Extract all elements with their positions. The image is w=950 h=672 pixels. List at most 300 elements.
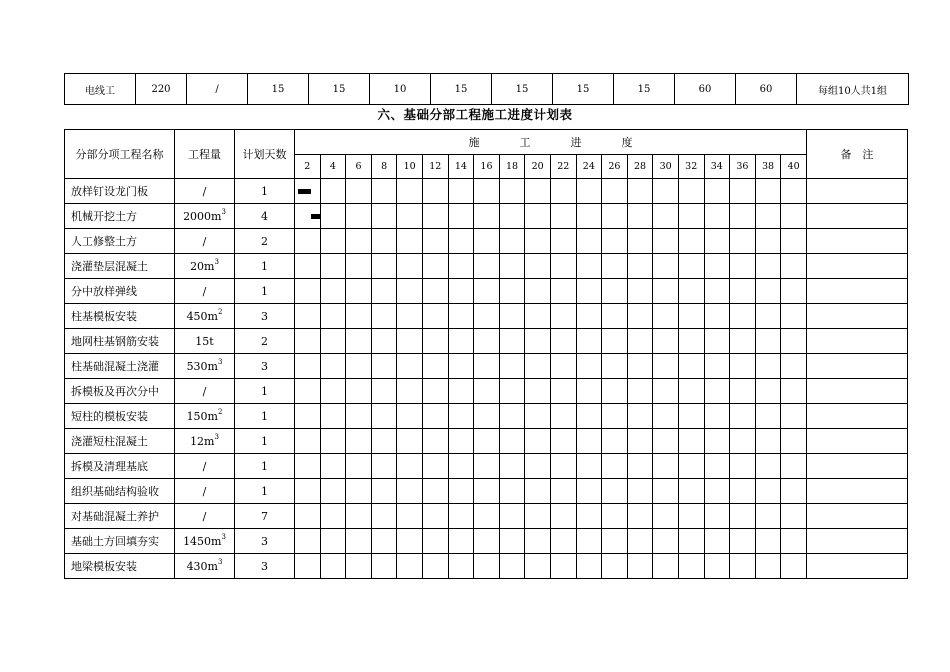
- schedule-cell: [295, 354, 321, 379]
- schedule-cell: [653, 279, 679, 304]
- schedule-cell: [295, 179, 321, 204]
- task-days: 1: [235, 379, 295, 404]
- task-quantity: [175, 404, 235, 429]
- task-days: 1: [235, 254, 295, 279]
- schedule-cell: [576, 279, 602, 304]
- schedule-cell: [346, 204, 372, 229]
- schedule-cell: [397, 454, 423, 479]
- schedule-cell: [474, 329, 500, 354]
- task-name: 浇灌垫层混凝土: [65, 254, 175, 279]
- schedule-cell: [295, 554, 321, 579]
- task-name: 柱基础混凝土浇灌: [65, 354, 175, 379]
- schedule-cell: [499, 329, 525, 354]
- task-name: 拆模板及再次分中: [65, 379, 175, 404]
- schedule-cell: [474, 504, 500, 529]
- schedule-cell: [371, 454, 397, 479]
- schedule-cell: [627, 379, 653, 404]
- day-tick-label: 8: [371, 155, 397, 179]
- schedule-cell: [755, 204, 781, 229]
- schedule-cell: [499, 279, 525, 304]
- schedule-cell: [448, 204, 474, 229]
- task-quantity: [175, 554, 235, 579]
- task-quantity-value: 15t: [195, 334, 214, 348]
- top-cell: 220: [136, 74, 187, 105]
- schedule-cell: [653, 429, 679, 454]
- schedule-cell: [678, 404, 704, 429]
- task-quantity-unit-exponent: 2: [218, 407, 223, 416]
- schedule-table: [64, 129, 908, 579]
- schedule-cell: [602, 254, 628, 279]
- task-quantity-value: /: [202, 284, 207, 298]
- schedule-cell: [499, 304, 525, 329]
- schedule-cell: [704, 429, 730, 454]
- schedule-cell: [422, 554, 448, 579]
- schedule-cell: [499, 204, 525, 229]
- task-name: 机械开挖土方: [65, 204, 175, 229]
- schedule-cell: [755, 529, 781, 554]
- schedule-cell: [346, 179, 372, 204]
- schedule-cell: [397, 304, 423, 329]
- schedule-cell: [448, 254, 474, 279]
- schedule-cell: [627, 479, 653, 504]
- days-column-header: 计划天数: [235, 130, 295, 179]
- schedule-cell: [602, 329, 628, 354]
- schedule-cell: [704, 329, 730, 354]
- schedule-cell: [602, 429, 628, 454]
- task-days: 2: [235, 329, 295, 354]
- schedule-cell: [448, 504, 474, 529]
- schedule-cell: [525, 229, 551, 254]
- schedule-cell: [525, 454, 551, 479]
- schedule-cell: [627, 529, 653, 554]
- gantt-bar: [311, 214, 320, 219]
- remarks-cell: [806, 254, 907, 279]
- schedule-cell: [295, 504, 321, 529]
- gantt-bar: [298, 189, 311, 194]
- schedule-cell: [448, 279, 474, 304]
- schedule-cell: [397, 229, 423, 254]
- schedule-cell: [474, 429, 500, 454]
- schedule-cell: [397, 354, 423, 379]
- schedule-cell: [474, 254, 500, 279]
- schedule-cell: [448, 429, 474, 454]
- schedule-cell: [320, 354, 346, 379]
- top-cell: 电线工: [65, 74, 136, 105]
- task-days: 1: [235, 429, 295, 454]
- task-row: [65, 179, 908, 204]
- task-quantity-value: 20m: [190, 259, 215, 273]
- schedule-cell: [422, 204, 448, 229]
- schedule-cell: [295, 404, 321, 429]
- task-quantity: [175, 379, 235, 404]
- schedule-cell: [678, 229, 704, 254]
- remarks-cell: [806, 554, 907, 579]
- schedule-cell: [576, 329, 602, 354]
- schedule-cell: [397, 254, 423, 279]
- schedule-cell: [755, 504, 781, 529]
- schedule-cell: [704, 454, 730, 479]
- task-row: [65, 304, 908, 329]
- task-days: 1: [235, 454, 295, 479]
- schedule-cell: [474, 554, 500, 579]
- schedule-cell: [653, 454, 679, 479]
- schedule-cell: [371, 204, 397, 229]
- top-cell: 60: [675, 74, 736, 105]
- schedule-cell: [781, 354, 807, 379]
- day-tick-label: 20: [525, 155, 551, 179]
- schedule-cell: [499, 479, 525, 504]
- schedule-cell: [371, 179, 397, 204]
- schedule-cell: [602, 304, 628, 329]
- task-quantity-unit-exponent: 3: [218, 357, 223, 366]
- schedule-cell: [755, 279, 781, 304]
- schedule-cell: [346, 354, 372, 379]
- schedule-cell: [627, 504, 653, 529]
- day-tick-label: 2: [295, 155, 321, 179]
- schedule-cell: [474, 454, 500, 479]
- schedule-cell: [525, 379, 551, 404]
- schedule-cell: [781, 204, 807, 229]
- schedule-cell: [550, 479, 576, 504]
- schedule-cell: [371, 304, 397, 329]
- schedule-cell: [295, 329, 321, 354]
- schedule-cell: [704, 354, 730, 379]
- schedule-cell: [653, 229, 679, 254]
- schedule-cell: [397, 504, 423, 529]
- schedule-cell: [346, 404, 372, 429]
- schedule-cell: [653, 479, 679, 504]
- task-name: 基础土方回填夯实: [65, 529, 175, 554]
- top-resource-row: [65, 74, 909, 105]
- schedule-cell: [346, 479, 372, 504]
- schedule-cell: [678, 479, 704, 504]
- schedule-cell: [525, 179, 551, 204]
- schedule-cell: [730, 554, 756, 579]
- schedule-cell: [550, 379, 576, 404]
- day-tick-label: 32: [678, 155, 704, 179]
- schedule-cell: [704, 404, 730, 429]
- schedule-cell: [371, 429, 397, 454]
- schedule-cell: [704, 279, 730, 304]
- schedule-cell: [525, 329, 551, 354]
- task-row: [65, 554, 908, 579]
- schedule-cell: [295, 204, 321, 229]
- remarks-cell: [806, 179, 907, 204]
- task-name: 组织基础结构验收: [65, 479, 175, 504]
- schedule-cell: [397, 529, 423, 554]
- task-name: 人工修整土方: [65, 229, 175, 254]
- top-cell: 15: [492, 74, 553, 105]
- schedule-cell: [474, 479, 500, 504]
- schedule-cell: [576, 229, 602, 254]
- schedule-cell: [550, 554, 576, 579]
- schedule-cell: [602, 379, 628, 404]
- remarks-cell: [806, 379, 907, 404]
- schedule-cell: [704, 204, 730, 229]
- schedule-cell: [576, 354, 602, 379]
- schedule-cell: [474, 529, 500, 554]
- schedule-cell: [397, 404, 423, 429]
- schedule-cell: [525, 354, 551, 379]
- schedule-cell: [499, 179, 525, 204]
- top-cell: 10: [370, 74, 431, 105]
- schedule-cell: [704, 379, 730, 404]
- schedule-cell: [550, 254, 576, 279]
- schedule-cell: [474, 404, 500, 429]
- schedule-cell: [781, 329, 807, 354]
- day-tick-label: 36: [730, 155, 756, 179]
- schedule-cell: [422, 329, 448, 354]
- schedule-cell: [422, 179, 448, 204]
- task-quantity-unit-exponent: 3: [218, 557, 223, 566]
- task-quantity: [175, 304, 235, 329]
- task-quantity-unit-exponent: 3: [221, 532, 226, 541]
- schedule-cell: [346, 429, 372, 454]
- task-quantity: [175, 179, 235, 204]
- schedule-cell: [730, 179, 756, 204]
- schedule-cell: [755, 454, 781, 479]
- schedule-cell: [474, 204, 500, 229]
- name-column-header: 分部分项工程名称: [65, 130, 175, 179]
- schedule-cell: [422, 404, 448, 429]
- schedule-cell: [678, 454, 704, 479]
- task-days: 1: [235, 279, 295, 304]
- schedule-cell: [602, 179, 628, 204]
- task-row: [65, 354, 908, 379]
- schedule-cell: [653, 304, 679, 329]
- schedule-cell: [602, 354, 628, 379]
- schedule-cell: [346, 254, 372, 279]
- schedule-cell: [295, 429, 321, 454]
- task-quantity: [175, 529, 235, 554]
- task-row: [65, 329, 908, 354]
- task-name: 短柱的模板安装: [65, 404, 175, 429]
- schedule-cell: [678, 554, 704, 579]
- schedule-cell: [371, 254, 397, 279]
- schedule-cell: [499, 379, 525, 404]
- schedule-cell: [755, 254, 781, 279]
- task-name: 地梁模板安装: [65, 554, 175, 579]
- task-days: 3: [235, 529, 295, 554]
- schedule-cell: [704, 229, 730, 254]
- schedule-cell: [295, 229, 321, 254]
- schedule-cell: [755, 304, 781, 329]
- schedule-cell: [474, 229, 500, 254]
- schedule-cell: [781, 229, 807, 254]
- schedule-cell: [602, 479, 628, 504]
- schedule-cell: [781, 304, 807, 329]
- schedule-cell: [653, 354, 679, 379]
- schedule-cell: [474, 354, 500, 379]
- schedule-cell: [730, 254, 756, 279]
- schedule-cell: [730, 479, 756, 504]
- schedule-cell: [499, 229, 525, 254]
- schedule-cell: [576, 429, 602, 454]
- schedule-cell: [678, 354, 704, 379]
- task-days: 3: [235, 304, 295, 329]
- top-resource-table: [64, 73, 909, 105]
- schedule-cell: [550, 454, 576, 479]
- schedule-cell: [755, 329, 781, 354]
- schedule-cell: [653, 254, 679, 279]
- schedule-cell: [422, 354, 448, 379]
- schedule-cell: [397, 429, 423, 454]
- day-tick-label: 26: [602, 155, 628, 179]
- schedule-cell: [550, 354, 576, 379]
- schedule-cell: [678, 204, 704, 229]
- schedule-cell: [397, 329, 423, 354]
- task-name: 放样钉设龙门板: [65, 179, 175, 204]
- task-quantity-value: 430m: [186, 559, 218, 573]
- schedule-cell: [678, 329, 704, 354]
- schedule-cell: [371, 504, 397, 529]
- schedule-cell: [448, 404, 474, 429]
- schedule-cell: [653, 329, 679, 354]
- schedule-cell: [781, 429, 807, 454]
- schedule-cell: [550, 279, 576, 304]
- schedule-cell: [525, 279, 551, 304]
- schedule-cell: [448, 479, 474, 504]
- schedule-cell: [576, 204, 602, 229]
- task-quantity-value: /: [202, 509, 207, 523]
- remarks-cell: [806, 479, 907, 504]
- schedule-cell: [525, 479, 551, 504]
- task-row: [65, 404, 908, 429]
- schedule-cell: [550, 179, 576, 204]
- schedule-cell: [678, 254, 704, 279]
- schedule-cell: [499, 354, 525, 379]
- schedule-cell: [371, 279, 397, 304]
- schedule-cell: [627, 554, 653, 579]
- schedule-cell: [730, 279, 756, 304]
- task-quantity-value: 150m: [186, 409, 218, 423]
- schedule-cell: [653, 504, 679, 529]
- schedule-cell: [525, 254, 551, 279]
- schedule-cell: [320, 454, 346, 479]
- task-days: 3: [235, 554, 295, 579]
- remarks-cell: [806, 454, 907, 479]
- schedule-cell: [730, 304, 756, 329]
- schedule-cell: [704, 504, 730, 529]
- task-name: 浇灌短柱混凝土: [65, 429, 175, 454]
- remarks-cell: [806, 529, 907, 554]
- schedule-cell: [422, 479, 448, 504]
- schedule-cell: [627, 454, 653, 479]
- schedule-cell: [627, 404, 653, 429]
- schedule-cell: [320, 254, 346, 279]
- task-days: 1: [235, 479, 295, 504]
- schedule-cell: [704, 479, 730, 504]
- remarks-cell: [806, 354, 907, 379]
- schedule-cell: [755, 179, 781, 204]
- schedule-cell: [576, 504, 602, 529]
- schedule-cell: [755, 429, 781, 454]
- schedule-cell: [550, 229, 576, 254]
- page-title: 六、基础分部工程施工进度计划表: [377, 107, 573, 122]
- schedule-cell: [653, 379, 679, 404]
- schedule-cell: [295, 279, 321, 304]
- task-quantity-value: /: [202, 384, 207, 398]
- schedule-cell: [730, 329, 756, 354]
- schedule-cell: [781, 254, 807, 279]
- schedule-cell: [320, 229, 346, 254]
- schedule-cell: [525, 429, 551, 454]
- schedule-cell: [346, 229, 372, 254]
- day-tick-label: 22: [550, 155, 576, 179]
- task-quantity-value: /: [202, 184, 207, 198]
- schedule-cell: [653, 554, 679, 579]
- schedule-cell: [755, 354, 781, 379]
- schedule-cell: [678, 279, 704, 304]
- schedule-cell: [653, 404, 679, 429]
- schedule-cell: [448, 454, 474, 479]
- schedule-cell: [346, 454, 372, 479]
- schedule-cell: [295, 529, 321, 554]
- schedule-column-header: [295, 130, 807, 155]
- schedule-cell: [704, 254, 730, 279]
- schedule-cell: [550, 504, 576, 529]
- schedule-cell: [448, 179, 474, 204]
- schedule-cell: [346, 379, 372, 404]
- schedule-cell: [602, 279, 628, 304]
- schedule-cell: [346, 329, 372, 354]
- schedule-cell: [422, 229, 448, 254]
- schedule-cell: [397, 379, 423, 404]
- schedule-cell: [730, 379, 756, 404]
- day-tick-label: 6: [346, 155, 372, 179]
- schedule-cell: [499, 254, 525, 279]
- schedule-cell: [474, 379, 500, 404]
- schedule-cell: [730, 204, 756, 229]
- task-days: 2: [235, 229, 295, 254]
- top-cell: 15: [431, 74, 492, 105]
- schedule-cell: [422, 504, 448, 529]
- schedule-cell: [653, 179, 679, 204]
- remarks-cell: [806, 279, 907, 304]
- schedule-cell: [448, 354, 474, 379]
- schedule-cell: [397, 479, 423, 504]
- schedule-cell: [730, 454, 756, 479]
- remarks-column-header: 备 注: [806, 130, 907, 179]
- schedule-cell: [678, 529, 704, 554]
- schedule-cell: [730, 529, 756, 554]
- day-tick-label: 4: [320, 155, 346, 179]
- remarks-cell: [806, 304, 907, 329]
- schedule-cell: [525, 554, 551, 579]
- schedule-cell: [576, 529, 602, 554]
- schedule-cell: [602, 554, 628, 579]
- schedule-cell: [781, 529, 807, 554]
- header-row: [65, 130, 908, 155]
- schedule-cell: [295, 454, 321, 479]
- schedule-cell: [781, 454, 807, 479]
- schedule-cell: [550, 404, 576, 429]
- schedule-cell: [397, 279, 423, 304]
- schedule-cell: [704, 179, 730, 204]
- task-row: [65, 529, 908, 554]
- schedule-cell: [448, 529, 474, 554]
- schedule-cell: [422, 454, 448, 479]
- day-tick-label: 38: [755, 155, 781, 179]
- task-days: 4: [235, 204, 295, 229]
- quantity-column-header: 工程量: [175, 130, 235, 179]
- schedule-cell: [422, 254, 448, 279]
- schedule-cell: [448, 304, 474, 329]
- task-quantity: [175, 279, 235, 304]
- schedule-cell: [550, 429, 576, 454]
- task-quantity: [175, 229, 235, 254]
- schedule-cell: [295, 379, 321, 404]
